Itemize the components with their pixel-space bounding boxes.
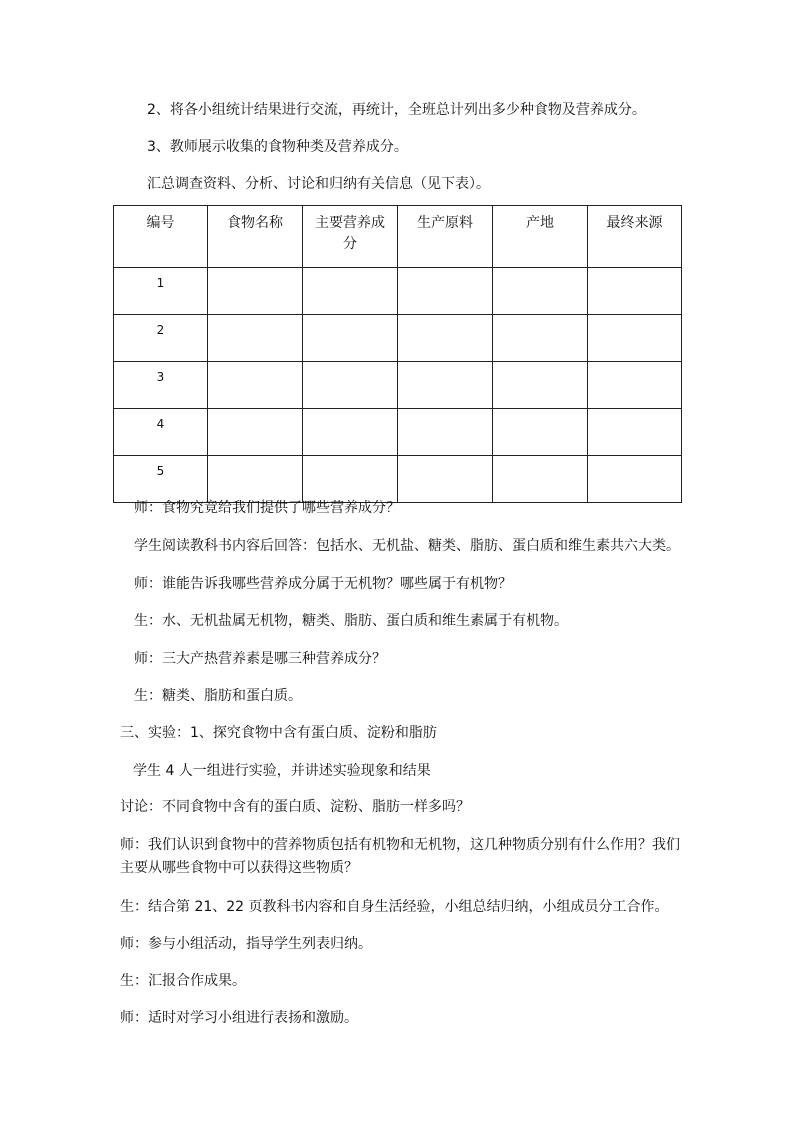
table-cell — [303, 456, 398, 503]
table-row — [114, 456, 682, 503]
table-cell — [208, 268, 303, 315]
table-cell — [493, 268, 588, 315]
table-cell — [208, 362, 303, 409]
table-cell — [398, 456, 493, 503]
table-cell — [493, 315, 588, 362]
discussion-question: 讨论：不同食物中含有的蛋白质、淀粉、脂肪一样多吗？ — [120, 799, 470, 815]
row-number: 4 — [114, 409, 208, 456]
table-cell — [398, 362, 493, 409]
header-number: 编号 — [114, 206, 208, 268]
paragraph-step-3: 3、教师展示收集的食物种类及营养成分。 — [147, 139, 408, 155]
table-cell — [208, 409, 303, 456]
paragraph-summary: 汇总调查资料、分析、讨论和归纳有关信息（见下表）。 — [147, 176, 490, 192]
table-cell — [588, 362, 682, 409]
row-number: 1 — [114, 268, 208, 315]
table-cell — [588, 268, 682, 315]
teacher-question-1: 师：食物究竟给我们提供了哪些营养成分？ — [134, 500, 400, 516]
table-cell — [588, 456, 682, 503]
student-answer-4: 生：结合第 21、22 页教科书内容和自身生活经验，小组总结归纳，小组成员分工合作。 — [120, 899, 669, 915]
table-cell — [303, 409, 398, 456]
teacher-question-4-line1: 师：我们认识到食物中的营养物质包括有机物和无机物，这几种物质分别有什么作用？我们 — [120, 837, 680, 853]
table-cell — [493, 456, 588, 503]
table-cell — [588, 315, 682, 362]
header-food-name: 食物名称 — [208, 206, 303, 268]
paragraph-step-2: 2、将各小组统计结果进行交流，再统计，全班总计列出多少种食物及营养成分。 — [147, 102, 646, 118]
row-number: 3 — [114, 362, 208, 409]
row-number: 2 — [114, 315, 208, 362]
table-cell — [398, 315, 493, 362]
header-main-nutrients — [303, 206, 398, 268]
table-cell — [303, 268, 398, 315]
table-cell — [493, 409, 588, 456]
header-main-nutrients-line1: 主要营养成 — [315, 215, 385, 231]
table-cell — [398, 268, 493, 315]
table-row — [114, 315, 682, 362]
table-cell — [208, 456, 303, 503]
header-origin: 产地 — [493, 206, 588, 268]
student-answer-3: 生：糖类、脂肪和蛋白质。 — [134, 688, 302, 704]
row-number: 5 — [114, 456, 208, 503]
teacher-question-3: 师：三大产热营养素是哪三种营养成分？ — [134, 651, 386, 667]
student-answer-1: 学生阅读教科书内容后回答：包括水、无机盐、糖类、脂肪、蛋白质和维生素共六大类。 — [134, 538, 680, 554]
header-raw-material: 生产原料 — [398, 206, 493, 268]
teacher-statement-6: 师：适时对学习小组进行表扬和激励。 — [120, 1010, 358, 1026]
table-cell — [398, 409, 493, 456]
teacher-statement-5: 师：参与小组活动，指导学生列表归纳。 — [120, 936, 372, 952]
table-header-row — [114, 206, 682, 268]
table-cell — [303, 315, 398, 362]
table-row — [114, 409, 682, 456]
student-answer-5: 生：汇报合作成果。 — [120, 973, 246, 989]
experiment-heading: 三、实验：1、探究食物中含有蛋白质、淀粉和脂肪 — [120, 725, 437, 741]
experiment-task: 学生 4 人一组进行实验，并讲述实验现象和结果 — [133, 763, 431, 779]
table-row — [114, 268, 682, 315]
table-cell — [303, 362, 398, 409]
food-survey-table — [113, 205, 682, 503]
student-answer-2: 生：水、无机盐属无机物，糖类、脂肪、蛋白质和维生素属于有机物。 — [134, 613, 568, 629]
table-cell — [493, 362, 588, 409]
teacher-question-4-line2: 主要从哪些食物中可以获得这些物质？ — [120, 860, 358, 876]
header-final-source: 最终来源 — [588, 206, 682, 268]
table-row — [114, 362, 682, 409]
table-cell — [208, 315, 303, 362]
header-main-nutrients-line2: 分 — [343, 236, 357, 252]
table-cell — [588, 409, 682, 456]
teacher-question-2: 师：谁能告诉我哪些营养成分属于无机物？哪些属于有机物？ — [134, 576, 512, 592]
